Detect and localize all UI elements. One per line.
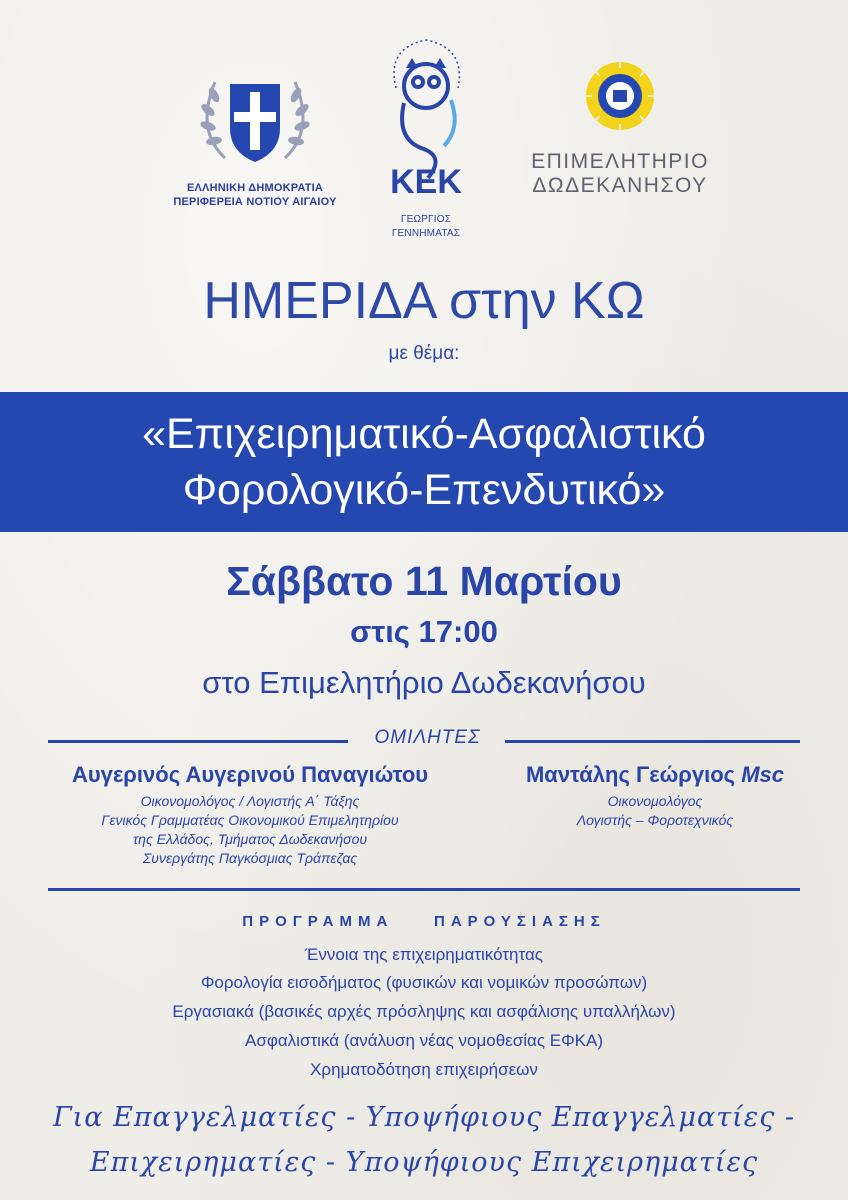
speakers-rule-right [505,740,800,743]
speaker-left-line: Γενικός Γραμματέας Οικονομικού Επιμελητηρίου [101,812,399,828]
speakers-rule-left [48,740,348,743]
owl-kek-icon [366,28,486,208]
speakers-heading: ΟΜΙΛΗΤΕΣ [374,727,481,748]
program-item: Χρηματοδότηση επιχειρήσεων [310,1060,538,1079]
event-venue: στο Επιμελητήριο Δωδεκανήσου [202,665,646,700]
event-subtitle: με θέμα: [388,343,460,364]
speakers-bottom-rule [48,888,800,891]
audience-line-2: Επιχειρηματίες - Υποψήφιους Επιχειρηματίες [89,1147,759,1178]
program-item: Φορολογία εισοδήματος (φυσικών και νομικών προσώπων) [200,973,648,992]
speaker-left [20,762,480,868]
speaker-left-line: της Ελλάδος, Τμήματος Δωδεκανήσου [132,831,368,847]
event-title: ΗΜΕΡΙΔΑ στην ΚΩ [203,272,645,330]
chamber-logo [520,60,720,200]
program-heading: ΠΡΟΓΡΑΜΜΑ ΠΑΡΟΥΣΙΑΣΗΣ [242,913,606,930]
speaker-left-name: Αυγερινός Αυγερινού Παναγιώτου [71,762,429,787]
event-time: στις 17:00 [350,614,498,649]
speaker-right-line: Οικονομολόγος [607,793,703,809]
audience-line-1: Για Επαγγελματίες - Υποψήφιους Επαγγελματίες - [52,1102,796,1133]
speaker-right-name: Μαντάλης Γεώργιος [525,762,736,787]
speaker-left-line: Οικονομολόγος / Λογιστής Α΄ Τάξης [140,793,360,809]
region-caption-line-2: ΠΕΡΙΦΕΡΕΙΑ ΝΟΤΙΟΥ ΑΙΓΑΙΟΥ [173,196,337,208]
sun-emblem-icon [584,60,656,132]
theme-line-1: «Επιχειρηματικό-Ασφαλιστικό [142,410,706,458]
chamber-name-line-1: ΕΠΙΜΕΛΗΤΗΡΙΟ [531,150,709,173]
kek-logo [366,28,486,239]
program-item: Εργασιακά (βασικές αρχές πρόσληψης και ασφάλισης υπαλλήλων) [172,1002,676,1021]
kek-caption: ΓΕΩΡΓΙΟΣ ΓΕΝΝΗΜΑΤΑΣ [391,214,461,239]
coat-of-arms-icon [170,70,340,170]
program-item: Έννοια της επιχειρηματικότητας [305,945,543,964]
theme-line-2: Φορολογικό-Επενδυτικό» [182,466,666,514]
region-caption-line-1: ΕΛΛΗΝΙΚΗ ΔΗΜΟΚΡΑΤΙΑ [186,182,324,194]
speaker-left-line: Συνεργάτης Παγκόσμιας Τράπεζας [142,850,358,866]
greek-republic-logo [170,70,340,210]
speaker-right-line: Λογιστής – Φοροτεχνικός [576,812,734,828]
program-item: Ασφαλιστικά (ανάλυση νέας νομοθεσίας ΕΦΚΑ) [245,1031,603,1050]
event-date: Σάββατο 11 Μαρτίου [226,558,622,604]
chamber-name-line-2: ΔΩΔΕΚΑΝΗΣΟΥ [532,174,708,197]
speaker-right [490,762,820,830]
theme-text [0,406,848,518]
speaker-right-suffix: Msc [741,762,785,787]
speaker-right-name-row [490,762,820,788]
kek-letters: ΚΕΚ [390,163,462,201]
